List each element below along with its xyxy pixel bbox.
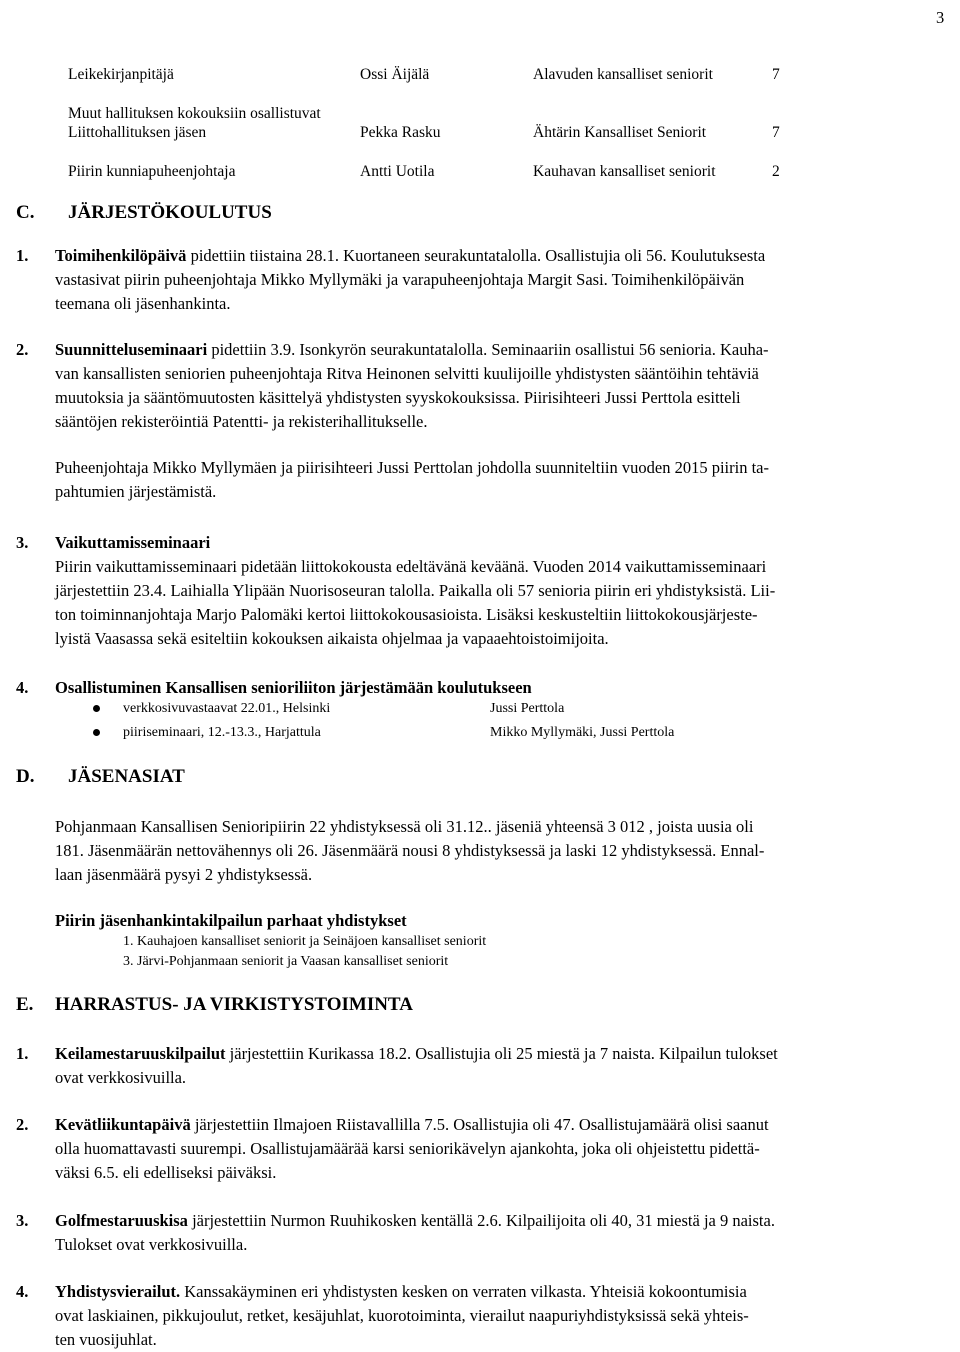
paragraph-line: sääntöjen rekisteröintiä Patentti- ja rekisterihallitukselle. — [55, 412, 428, 431]
item-number: 3. — [16, 533, 29, 552]
paragraph-line: Toimihenkilöpäivä pidettiin tiistaina 28.1. Kuortaneen seurakuntatalolla. Osallistujia oli 56. Koulutuksesta — [55, 246, 766, 265]
page-number: 3 — [936, 8, 945, 27]
bullet-event: verkkosivuvastaavat 22.01., Helsinki — [123, 701, 331, 716]
contest-result: 1. Kauhajoen kansalliset seniorit ja Seinäjoen kansalliset seniorit — [123, 934, 487, 949]
item-title: Osallistuminen Kansallisen senioriliiton järjestämään koulutukseen — [55, 678, 532, 697]
official-count: 2 — [772, 163, 780, 180]
paragraph-line: laan jäsenmäärä pysyi 2 yhdistyksessä. — [55, 865, 313, 884]
paragraph-line: Keilamestaruuskilpailut järjestettiin Kurikassa 18.2. Osallistujia oli 25 miestä ja 7 naista. Kilpailun tulokset — [55, 1044, 778, 1063]
section-title: JÄRJESTÖKOULUTUS — [68, 202, 272, 223]
section-letter: D. — [16, 766, 35, 787]
item-number: 4. — [16, 678, 29, 697]
paragraph-line: olla huomattavasti suurempi. Osallistujamäärää karsi seniorikävelyn ajankohta, joka oli ohjeistettu pidettä- — [55, 1139, 760, 1158]
paragraph-line: lyistä Vaasassa sekä esiteltiin kokouksen aikaista ohjelmaa ja vapaaehtoistoimijoita. — [55, 629, 609, 648]
paragraph-line: muutoksia ja sääntömuutosten käsittelyä yhdistysten syyskokouksissa. Piirisihteeri Jussi Perttola esitteli — [55, 388, 741, 407]
official-name: Antti Uotila — [360, 163, 435, 180]
other-participants-heading: Muut hallituksen kokouksiin osallistuvat — [68, 105, 321, 122]
paragraph-line: järjestettiin 23.4. Laihialla Ylipään Nuorisoseuran talolla. Paikalla oli 57 senioria piirin eri yhdistyksistä. Lii- — [55, 581, 776, 600]
official-name: Pekka Rasku — [360, 124, 441, 141]
item-number: 3. — [16, 1211, 29, 1230]
paragraph-line: Yhdistysvierailut. Kanssakäyminen eri yhdistysten kesken on verraten vilkasta. Yhteisiä kokoontumisia — [55, 1282, 747, 1301]
bullet-icon — [93, 705, 100, 712]
item-title: Golfmestaruuskisa — [55, 1211, 188, 1230]
official-name: Ossi Äijälä — [360, 66, 430, 83]
paragraph-line: ovat laskiainen, pikkujoulut, retket, kesäjuhlat, kuorotoiminta, vierailut naapuriyhdistyksissä sekä yhteis- — [55, 1306, 749, 1325]
paragraph-line: Piirin vaikuttamisseminaari pidetään liittokokousta edeltävänä keväänä. Vuoden 2014 vaikuttamisseminaari — [55, 557, 767, 576]
item-title: Keilamestaruuskilpailut — [55, 1044, 226, 1063]
paragraph-line: väksi 6.5. eli edelliseksi päiväksi. — [55, 1163, 277, 1182]
official-count: 7 — [772, 66, 780, 83]
paragraph-line: Puheenjohtaja Mikko Myllymäen ja piirisihteeri Jussi Perttolan johdolla suunniteltiin vuoden 2015 piirin ta- — [55, 458, 769, 477]
item-number: 4. — [16, 1282, 29, 1301]
item-number: 2. — [16, 1115, 29, 1134]
item-title: Yhdistysvierailut. — [55, 1282, 181, 1301]
item-number: 1. — [16, 246, 29, 265]
section-letter: C. — [16, 202, 35, 223]
paragraph-line: ton toiminnanjohtaja Marjo Palomäki kertoi liittokokousasioista. Lisäksi keskusteltiin liittokokousjärjeste- — [55, 605, 758, 624]
paragraph-line: van kansallisten seniorien puheenjohtaja Ritva Heinonen selvitti kuulijoille yhdistysten sääntöihin tehtäviä — [55, 364, 759, 383]
item-title: Suunnitteluseminaari — [55, 340, 208, 359]
item-title: Toimihenkilöpäivä — [55, 246, 187, 265]
official-role: Liittohallituksen jäsen — [68, 124, 207, 141]
contest-title: Piirin jäsenhankintakilpailun parhaat yhdistykset — [55, 911, 407, 930]
official-org: Kauhavan kansalliset seniorit — [533, 163, 716, 180]
paragraph-line: vastasivat piirin puheenjohtaja Mikko Myllymäki ja varapuheenjohtaja Margit Sasi. Toimihenkilöpäivän — [55, 270, 745, 289]
paragraph-line: ten vuosijuhlat. — [55, 1330, 157, 1349]
bullet-person: Mikko Myllymäki, Jussi Perttola — [490, 725, 675, 740]
paragraph-line: Suunnitteluseminaari pidettiin 3.9. Isonkyrön seurakuntatalolla. Seminaariin osallistui 56 senioria. Kauha- — [55, 340, 769, 359]
bullet-person: Jussi Perttola — [490, 701, 565, 716]
official-role: Leikekirjanpitäjä — [68, 66, 174, 83]
paragraph-line: 181. Jäsenmäärän nettovähennys oli 26. Jäsenmäärä nousi 8 yhdistyksessä ja laski 12 yhdistyksessä. Ennal- — [55, 841, 765, 860]
section-title: HARRASTUS- JA VIRKISTYSTOIMINTA — [55, 994, 413, 1015]
section-letter: E. — [16, 994, 34, 1015]
paragraph-line: teemana oli jäsenhankinta. — [55, 294, 231, 313]
paragraph-line: Tulokset ovat verkkosivuilla. — [55, 1235, 248, 1254]
item-title: Vaikuttamisseminaari — [55, 533, 211, 552]
official-org: Ähtärin Kansalliset Seniorit — [533, 124, 707, 141]
bullet-event: piiriseminaari, 12.-13.3., Harjattula — [123, 725, 321, 740]
item-title: Kevätliikuntapäivä — [55, 1115, 191, 1134]
official-count: 7 — [772, 124, 780, 141]
paragraph-line: Kevätliikuntapäivä järjestettiin Ilmajoen Riistavallilla 7.5. Osallistujia oli 47. Osallistujamäärä olisi saanut — [55, 1115, 769, 1134]
paragraph-line: pahtumien järjestämistä. — [55, 482, 217, 501]
item-number: 2. — [16, 340, 29, 359]
official-role: Piirin kunniapuheenjohtaja — [68, 163, 236, 180]
paragraph-line: Golfmestaruuskisa järjestettiin Nurmon Ruuhikosken kentällä 2.6. Kilpailijoita oli 40, 31 miestä ja 9 naista. — [55, 1211, 775, 1230]
contest-result: 3. Järvi-Pohjanmaan seniorit ja Vaasan kansalliset seniorit — [123, 954, 449, 969]
bullet-icon — [93, 729, 100, 736]
section-title: JÄSENASIAT — [68, 766, 185, 787]
paragraph-line: Pohjanmaan Kansallisen Senioripiirin 22 yhdistyksessä oli 31.12.. jäseniä yhteensä 3 012 , joista uusia oli — [55, 817, 754, 836]
item-number: 1. — [16, 1044, 29, 1063]
official-org: Alavuden kansalliset seniorit — [533, 66, 713, 83]
paragraph-line: ovat verkkosivuilla. — [55, 1068, 187, 1087]
